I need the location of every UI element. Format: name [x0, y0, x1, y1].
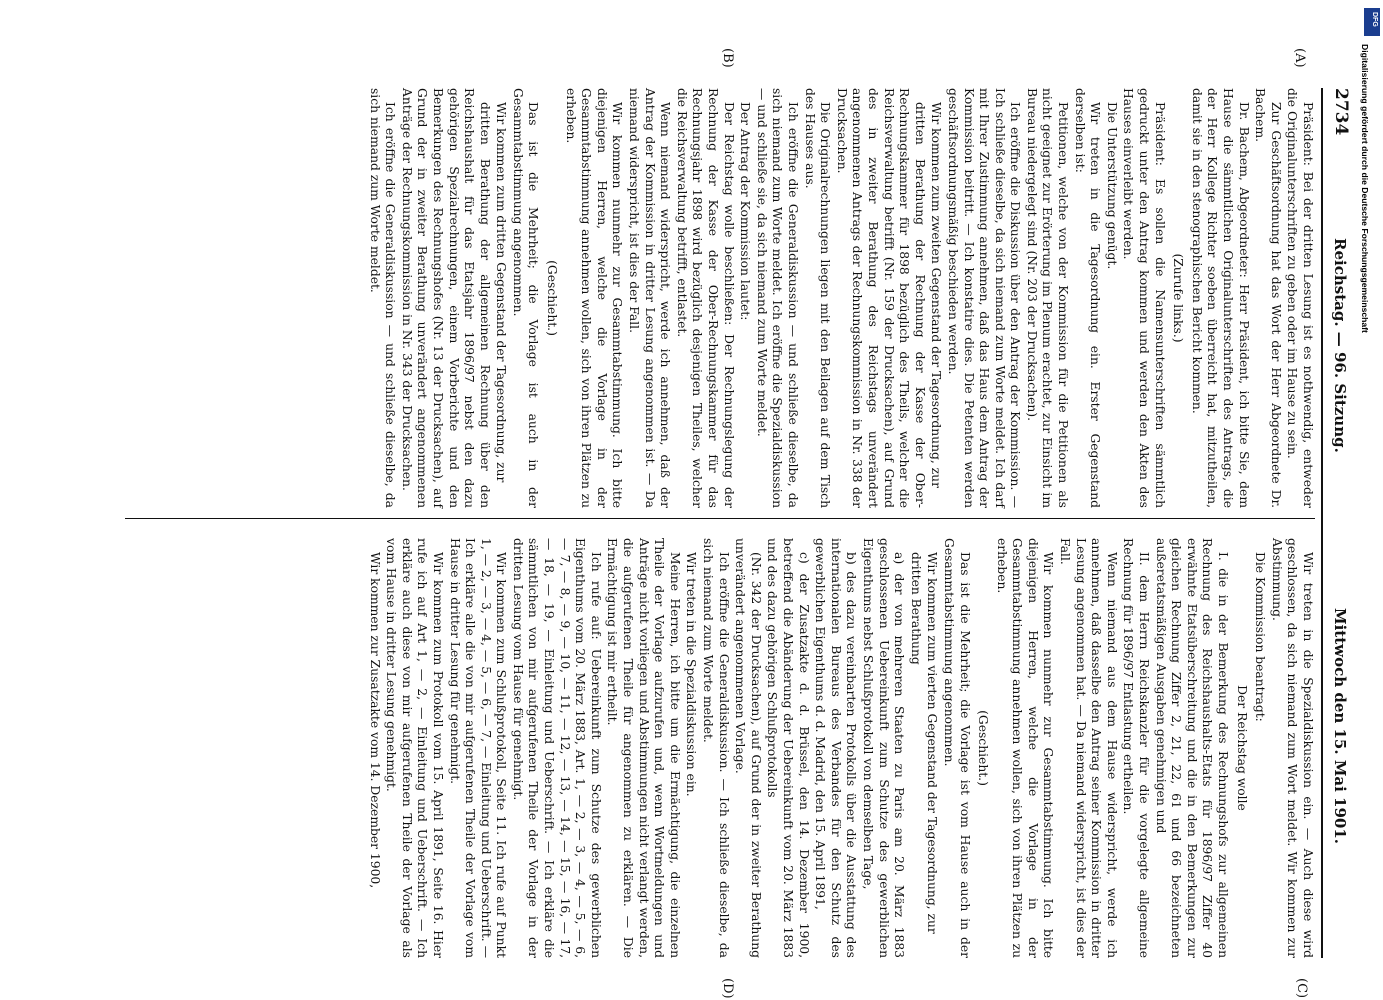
right-text-column: [85, 538, 1315, 958]
margin-mark-d: (D): [720, 978, 735, 999]
funding-note: Digitalisierung gefördert durch die Deutsche Forschungsgemeinschaft: [1360, 44, 1370, 333]
paragraph: Wenn niemand aus dem Hause widerspricht, werde ich annehmen, daß dasselbe den Antrag seiner Kommission in dritter Lesung angenommen hat. — Da niemand widerspricht, ist dies der Fall.: [1058, 538, 1119, 958]
paragraph: b) des dazu vereinbarten Protokolls über die Ausstattung des internationalen Bureaus des Verbandes für den Schutz des gewerblichen Eigenthums d. d. Madrid, den 15. April 1891,: [813, 538, 859, 958]
paragraph: c) der Zusatzakte d. d. Brüssel, den 14. Dezember 1900, betreffend die Abänderung der Uebereinkunft vom 20. März 1883 und des dazu gehörigen Schlußprotokolls: [765, 538, 811, 958]
page-header: [1321, 88, 1357, 958]
margin-mark-a: (A): [1292, 48, 1307, 68]
paragraph: Wir kommen zur Zusatzakte vom 14. Dezember 1900,: [367, 552, 382, 889]
paragraph: Ich rufe auf: Uebereinkunft zum Schutze des gewerblichen Eigenthums vom 20. März 1883, Art. 1, — 2, — 3, — 4, — 5, — 6, — 7, — 8, — 9, — 10, — 11, — 12, — 13, — 14, — 15, — 16, — 17, — 18, — 19, — Einleitung und Ueberschrift. — Ich erkläre die sämmtlichen von mir aufgerufenen Theile der Vorlage in der dritten Lesung vom Hause für genehmigt.: [510, 538, 603, 958]
dfg-logo: [1364, 8, 1380, 36]
page-number: 2734: [1331, 88, 1351, 136]
paragraph: dritten Berathung der allgemeinen Rechnung über den Reichshaushalt für das Etatsjahr 1896/97 nebst den dazu gehörigen Spezialrechnungen, einem Vorberichte und den Bemerkungen des Rechnungshofes (Nr. 13 der Drucksachen), auf Grund der in zweiter Berathung unverändert angenommenen Anträge der Rechnungskommission in Nr. 343 der Drucksachen.: [399, 88, 492, 508]
paragraph: Wenn niemand widerspricht, werde ich annehmen, daß der Antrag der Kommission in dritter Lesung angenommen ist. — Da niemand widerspricht, ist dies der Fall.: [627, 88, 673, 508]
dfg-logo-text: DFG: [1371, 12, 1378, 27]
paragraph: Das ist die Mehrheit; die Vorlage ist auch in der Gesammtabstimmung angenommen.: [510, 88, 541, 508]
paragraph: Präsident: Es sollen die Namensunterschriften sämmtlich gedruckt unter den Antrag kommen und werden den Akten des Hauses einverleibt werden.: [1121, 88, 1167, 508]
paragraph: Petitionen, welche von der Kommission für die Petitionen als nicht geeignet zur Erörterung im Plenum erachtet, zur Einsicht im Bureau niedergelegt sind (Nr. 203 der Drucksachen).: [1024, 88, 1071, 508]
left-text-column: [85, 88, 1315, 508]
paragraph: (Zurufe links.): [1171, 253, 1186, 343]
paragraph: Wir treten in die Tagesordnung ein. Erster Gegenstand derselben ist:: [1072, 88, 1103, 508]
paragraph: Meine Herren, ich bitte um die Ermächtigung, die einzelnen Theile der Vorlage aufzurufen und, wenn Wortmeldungen und Anträge nicht vorliegen und Abstimmungen nicht verlangt werden, die aufgerufenen Theile für angenommen zu erklären. — Die Ermächtigung ist mir ertheilt.: [605, 538, 682, 958]
paragraph: Der Reichstag wolle: [1234, 685, 1249, 811]
paragraph: Ich eröffne die Generaldiskussion — und schließe dieselbe, da sich niemand zum Worte meldet.: [367, 88, 398, 508]
paragraph: dritten Berathung der Rechnung der Kasse der Ober-Rechnungskammer für 1898 bezüglich des Theils, welcher die Reichsverwaltung betrifft (Nr. 159 der Drucksachen), auf Grund des in zweiter Berathung des Reichstags unverändert angenommenen Antrags der Rechnungskommission in Nr. 338 der Drucksachen.: [834, 88, 927, 508]
paragraph: Die Kommission beantragt:: [1253, 552, 1268, 722]
paragraph: Wir kommen zum vierten Gegenstand der Tagesordnung, zur: [925, 552, 940, 934]
paragraph: (Geschieht.): [976, 710, 991, 786]
paragraph: Wir kommen zum Protokoll vom 15. April 1891, Seite 16. Hier rufe ich auf Art 1, — 2, — Einleitung und Ueberschrift. — Ich erkläre auch diese von mir aufgerufenen Theile der Vorlage als vom Hause in dritter Lesung genehmigt.: [384, 538, 445, 958]
paragraph: a) der von mehreren Staaten zu Paris am 20. März 1883 geschlossenen Uebereinkunft zum Schutze des gewerblichen Eigenthums nebst Schlußprotokoll von demselben Tage,: [860, 538, 907, 958]
header-left-title: Reichstag. — 96. Sitzung.: [1331, 238, 1349, 453]
margin-mark-c: (C): [1294, 978, 1309, 999]
paragraph: Die Originalrechnungen liegen mit den Beilagen auf dem Tisch des Hauses aus.: [802, 88, 833, 508]
paragraph: I. die in der Bemerkung des Rechnungshofs zur allgemeinen Rechnung des Reichshaushalts-Etats für 1896/97 Ziffer 40 erwähnte Etatsüberschreitung und die in den Bemerkungen zur gleichen Rechnung Ziffer 2, 21, 22, 61 und 66 bezeichneten außeretatsmäßigen Ausgaben genehmigen und: [1153, 538, 1231, 958]
paragraph: Wir treten in die Spezialdiskussion ein. — Auch diese wird geschlossen, da sich niemand zum Wort meldet. Wir kommen zur Abstimmung.: [1269, 538, 1315, 958]
paragraph: Ich eröffne die Diskussion über den Antrag der Kommission. — Ich schließe dieselbe, da sich niemand zum Worte meldet. Ich darf mit Ihrer Zustimmung annehmen, daß das Haus dem Antrag der Kommission beitritt. — Ich konstatire dies. Die Petenten werden geschäftsordnungsmäßig beschieden werden.: [945, 88, 1023, 508]
paragraph: Die Unterstützung genügt.: [1104, 102, 1119, 270]
document-page: [55, 48, 1365, 999]
paragraph: Wir kommen zum zweiten Gegenstand der Tagesordnung, zur: [929, 102, 944, 488]
column-divider: [125, 518, 1315, 519]
paragraph: Der Antrag der Kommission lautet:: [738, 102, 753, 321]
paragraph: Wir treten in die Spezialdiskussion ein.: [684, 552, 699, 797]
paragraph: Wir kommen zum Schlußprotokoll, Seite 11. Ich rufe auf Punkt 1, — 2, — 3, — 4, — 5, — 6, — 7, — Einleitung und Ueberschrift. — Ich erkläre alle die von mir aufgerufenen Theile der Vorlage vom Hause in dritter Lesung für genehmigt.: [447, 538, 509, 958]
paragraph: Zur Geschäftsordnung hat das Wort der Herr Abgeordnete Dr. Bachem.: [1253, 88, 1283, 508]
paragraph: Ich eröffne die Generaldiskussion. — Ich schließe dieselbe, da sich niemand zum Worte meldet.: [701, 538, 731, 958]
paragraph: Wir kommen zum dritten Gegenstand der Tagesordnung, zur: [494, 102, 509, 483]
paragraph: Das ist die Mehrheit; die Vorlage ist vom Hause auch in der Gesammtabstimmung angenommen.: [941, 538, 972, 958]
paragraph: dritten Berathung: [908, 552, 923, 665]
paragraph: (Geschieht.): [545, 260, 560, 336]
paragraph: Präsident: Bei der dritten Lesung ist es nothwendig, entweder die Originalunterschriften zu geben oder im Hause zu sein.: [1285, 88, 1315, 508]
paragraph: II. dem Herrn Reichskanzler für die vorgelegte allgemeine Rechnung für 1896/97 Entlastung ertheilen.: [1121, 538, 1152, 958]
paragraph: Ich eröffne die Generaldiskussion — und schließe dieselbe, da sich niemand zum Worte meldet. Ich eröffne die Spezialdiskussion — und schließe sie, da sich niemand zum Worte meldet.: [754, 88, 800, 508]
header-right-date: Mittwoch den 15. Mai 1901.: [1331, 608, 1349, 845]
paragraph: (Nr. 342 der Drucksachen), auf Grund der in zweiter Berathung unverändert angenommenen Vorlage.: [733, 538, 763, 958]
paragraph: Wir kommen nunmehr zur Gesammtabstimmung. Ich bitte diejenigen Herren, welche die Vorlage in der Gesammtabstimmung annehmen wollen, sich von ihren Plätzen zu erheben.: [563, 88, 625, 508]
paragraph: Dr. Bachem, Abgeordneter: Herr Präsident, ich bitte Sie, dem Hause die sämmtlichen Originalunterschriften des Antrags, die der Herr Kollege Richter soeben überreicht hat, mitzutheilen, damit sie in den stenographischen Bericht kommen.: [1189, 88, 1251, 508]
paragraph: Der Reichstag wolle beschließen: Der Rechnungslegung der Rechnung der Kasse der Ober-Rechnungskammer für das Rechnungsjahr 1898 wird bezüglich desjenigen Theiles, welcher die Reichsverwaltung betrifft, entlastet.: [674, 88, 736, 508]
scanned-page-area: [55, 48, 1365, 999]
paragraph: Wir kommen nunmehr zur Gesammtabstimmung. Ich bitte diejenigen Herren, welche die Vorlage in der Gesammtabstimmung annehmen wollen, sich von ihren Plätzen zu erheben.: [994, 538, 1056, 958]
margin-mark-b: (B): [720, 48, 735, 68]
